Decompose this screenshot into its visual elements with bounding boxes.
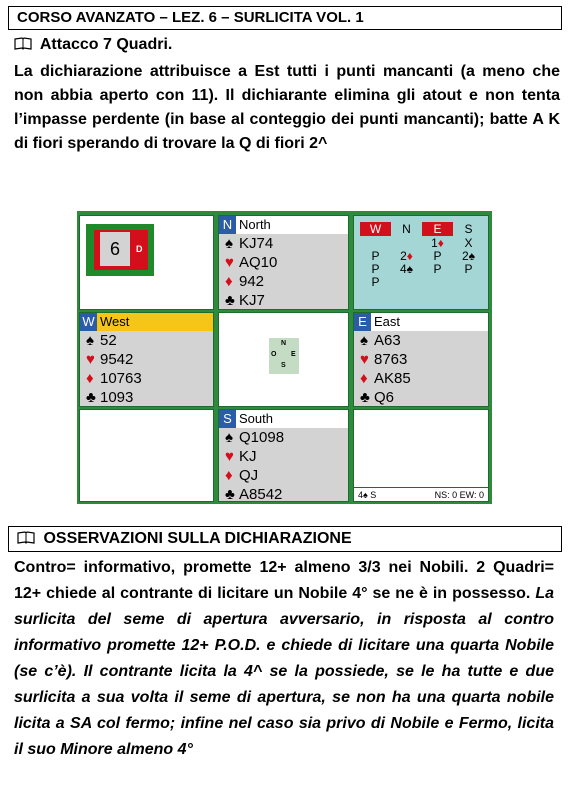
- heart-icon: ♥: [86, 351, 95, 368]
- west-hand: [79, 312, 214, 407]
- board-number: 6: [100, 232, 130, 266]
- east-hearts: ♥ 8763: [360, 351, 408, 368]
- club-icon: ♣: [86, 389, 96, 406]
- spade-icon: ♠: [225, 235, 233, 252]
- heart-icon: ♥: [225, 254, 234, 271]
- table-center: [218, 312, 349, 407]
- bidding-row: P 4♠ P P: [371, 262, 473, 276]
- west-clubs: ♣ 1093: [86, 389, 134, 406]
- contract: 4♠ S: [358, 490, 377, 500]
- observations-text-normal: Contro= informativo, promette 12+ almeno 3/3 nei Nobili. 2 Quadri= 12+ chiede al contrante di licitare un Nobile 4° se ne è in possesso.: [14, 559, 554, 602]
- east-diamonds: ♦ AK85: [360, 370, 411, 387]
- spade-icon: ♠: [86, 332, 94, 349]
- bidding-row: P 2♦ P 2♠: [371, 249, 476, 263]
- south-diamonds: ♦ QJ: [225, 467, 259, 484]
- east-header: E East: [354, 313, 488, 331]
- diamond-icon: ♦: [86, 370, 94, 387]
- north-diamonds: ♦ 942: [225, 273, 265, 290]
- club-icon: ♣: [225, 486, 235, 503]
- bidding-row: 1♦ X: [431, 236, 473, 250]
- east-hand: [353, 312, 489, 407]
- spade-icon: ♠: [468, 249, 476, 263]
- result-cell: [353, 409, 489, 502]
- dealer-marker: D: [136, 244, 143, 254]
- spade-icon: ♠: [406, 262, 414, 276]
- observations-text-italic: La surlicita del seme di apertura avversario, in risposta al contro informativo promette 12+ P.O.D. e chiede di licitare una quarta Nobile (se c’è). Il contrante licita la 4^ se la possiede, se le ha tutte e due surlicita a sua volta il seme di apertura, se non ha una quarta nobile licita a SA col fermo; infine nel caso sia privo di Nobile e Fermo, licita il suo Minore almeno 4°: [14, 585, 554, 758]
- bidding-box: [353, 215, 489, 310]
- empty-cell: [79, 409, 214, 502]
- bidding-header: W N E S: [360, 222, 488, 236]
- diamond-icon: ♦: [225, 467, 233, 484]
- intro-paragraph: La dichiarazione attribuisce a Est tutti i punti mancanti (a meno che non abbia aperto con 11). Il dichiarante elimina gli atout e non tenta l’impasse perdente (in base al conteggio dei punti mancanti); batte A K di fiori sperando di trovare la Q di fiori 2^: [14, 63, 560, 152]
- east-spades: ♠ A63: [360, 332, 401, 349]
- diamond-icon: ♦: [225, 273, 233, 290]
- observations-paragraph: [14, 555, 554, 763]
- south-hearts: ♥ KJ: [225, 448, 257, 465]
- observations-title: OSSERVAZIONI SULLA DICHIARAZIONE: [43, 530, 352, 547]
- spade-icon: ♠: [360, 332, 368, 349]
- board-number-cell: [79, 215, 214, 310]
- club-icon: ♣: [225, 292, 235, 309]
- observations-header: [8, 526, 562, 552]
- header-title: CORSO AVANZATO – LEZ. 6 – SURLICITA VOL. 1: [17, 9, 364, 26]
- book-icon: [17, 531, 35, 544]
- compass-icon: N O E S: [269, 338, 299, 374]
- spade-icon: ♠: [225, 429, 233, 446]
- east-clubs: ♣ Q6: [360, 389, 395, 406]
- south-hand: [218, 409, 349, 502]
- west-diamonds: ♦ 10763: [86, 370, 142, 387]
- north-header: N North: [219, 216, 348, 234]
- heart-icon: ♥: [360, 351, 369, 368]
- attack-text: Attacco 7 Quadri.: [39, 36, 173, 53]
- bidding-row: P: [371, 275, 380, 289]
- north-spades: ♠ KJ74: [225, 235, 274, 252]
- bridge-board: [77, 211, 492, 504]
- diamond-icon: ♦: [406, 249, 413, 263]
- contract-bar: [354, 487, 488, 501]
- document-header: [8, 6, 562, 30]
- west-spades: ♠ 52: [86, 332, 117, 349]
- heart-icon: ♥: [225, 448, 234, 465]
- diamond-icon: ♦: [360, 370, 368, 387]
- south-header: S South: [219, 410, 348, 428]
- south-spades: ♠ Q1098: [225, 429, 285, 446]
- west-header: W West: [80, 313, 213, 331]
- north-hearts: ♥ AQ10: [225, 254, 278, 271]
- club-icon: ♣: [360, 389, 370, 406]
- attack-line: [14, 36, 172, 54]
- book-icon: [14, 37, 32, 50]
- north-hand: [218, 215, 349, 310]
- north-clubs: ♣ KJ7: [225, 292, 265, 309]
- south-clubs: ♣ A8542: [225, 486, 283, 503]
- score: NS: 0 EW: 0: [434, 490, 484, 500]
- diamond-icon: ♦: [437, 236, 444, 250]
- west-hearts: ♥ 9542: [86, 351, 134, 368]
